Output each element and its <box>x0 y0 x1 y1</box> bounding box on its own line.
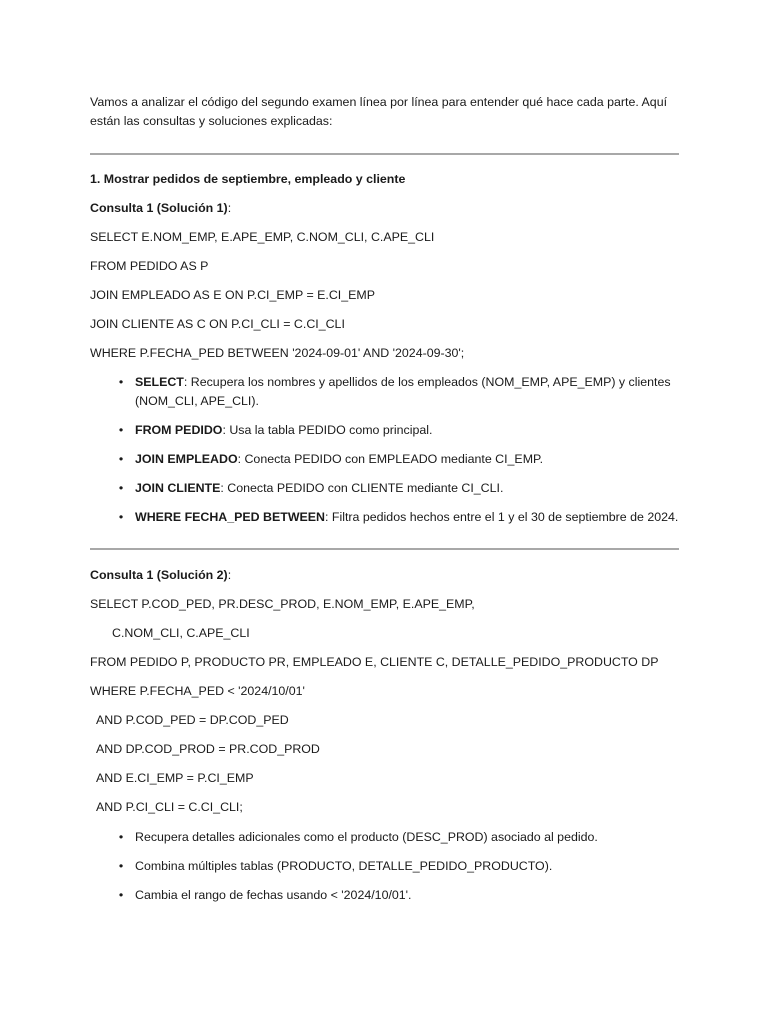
bullet-icon: • <box>118 481 124 495</box>
query-label-text: Consulta 1 (Solución 2) <box>90 568 228 582</box>
bullet-term: JOIN EMPLEADO <box>135 452 238 466</box>
bullet-text: : Recupera los nombres y apellidos de los empleados (NOM_EMP, APE_EMP) y clientes (NOM_CLI, APE_CLI). <box>135 375 671 408</box>
bullet-icon: • <box>118 423 124 437</box>
query-label-text: Consulta 1 (Solución 1) <box>90 201 228 215</box>
bullet-term: SELECT <box>135 375 184 389</box>
code-line: SELECT P.COD_PED, PR.DESC_PROD, E.NOM_EMP, E.APE_EMP, <box>90 597 475 611</box>
horizontal-rule <box>90 153 679 155</box>
code-line: AND E.CI_EMP = P.CI_EMP <box>96 771 254 785</box>
code-line: WHERE P.FECHA_PED BETWEEN '2024-09-01' AND '2024-09-30'; <box>90 346 465 360</box>
query-label-suffix: : <box>227 201 232 215</box>
code-line: C.NOM_CLI, C.APE_CLI <box>112 626 250 640</box>
code-line: FROM PEDIDO AS P <box>90 259 209 273</box>
bullet-term: JOIN CLIENTE <box>135 481 221 495</box>
query-label <box>90 566 231 584</box>
code-line: AND P.COD_PED = DP.COD_PED <box>96 713 289 727</box>
bullet-icon: • <box>118 452 124 466</box>
bullet-icon: • <box>118 830 124 844</box>
bullet-text: : Conecta PEDIDO con EMPLEADO mediante CI_EMP. <box>237 452 544 466</box>
bullet-text: Recupera detalles adicionales como el producto (DESC_PROD) asociado al pedido. <box>135 830 598 844</box>
bullet-icon: • <box>118 510 124 524</box>
code-line: AND DP.COD_PROD = PR.COD_PROD <box>96 742 320 756</box>
code-line: JOIN EMPLEADO AS E ON P.CI_EMP = E.CI_EMP <box>90 288 375 302</box>
query-label <box>90 199 231 217</box>
bullet-text: Combina múltiples tablas (PRODUCTO, DETALLE_PEDIDO_PRODUCTO). <box>135 859 553 873</box>
query-label-suffix: : <box>227 568 232 582</box>
code-line: FROM PEDIDO P, PRODUCTO PR, EMPLEADO E, CLIENTE C, DETALLE_PEDIDO_PRODUCTO DP <box>90 655 659 669</box>
code-line: SELECT E.NOM_EMP, E.APE_EMP, C.NOM_CLI, C.APE_CLI <box>90 230 435 244</box>
bullet-icon: • <box>118 859 124 873</box>
bullet-text: : Conecta PEDIDO con CLIENTE mediante CI_CLI. <box>220 481 504 495</box>
intro-paragraph: Vamos a analizar el código del segundo examen línea por línea para entender qué hace cada parte. Aquí están las consultas y soluciones explicadas: <box>90 95 668 128</box>
section-heading: 1. Mostrar pedidos de septiembre, empleado y cliente <box>90 172 406 186</box>
bullet-term: WHERE FECHA_PED BETWEEN <box>135 510 326 524</box>
code-line: JOIN CLIENTE AS C ON P.CI_CLI = C.CI_CLI <box>90 317 345 331</box>
bullet-icon: • <box>118 888 124 902</box>
bullet-term: FROM PEDIDO <box>135 423 223 437</box>
bullet-text: : Filtra pedidos hechos entre el 1 y el 30 de septiembre de 2024. <box>325 510 679 524</box>
code-line: AND P.CI_CLI = C.CI_CLI; <box>96 800 243 814</box>
bullet-text: Cambia el rango de fechas usando < '2024/10/01'. <box>135 888 412 902</box>
horizontal-rule <box>90 548 679 550</box>
bullet-text: : Usa la tabla PEDIDO como principal. <box>222 423 433 437</box>
bullet-icon: • <box>118 375 124 389</box>
code-line: WHERE P.FECHA_PED < '2024/10/01' <box>90 684 305 698</box>
